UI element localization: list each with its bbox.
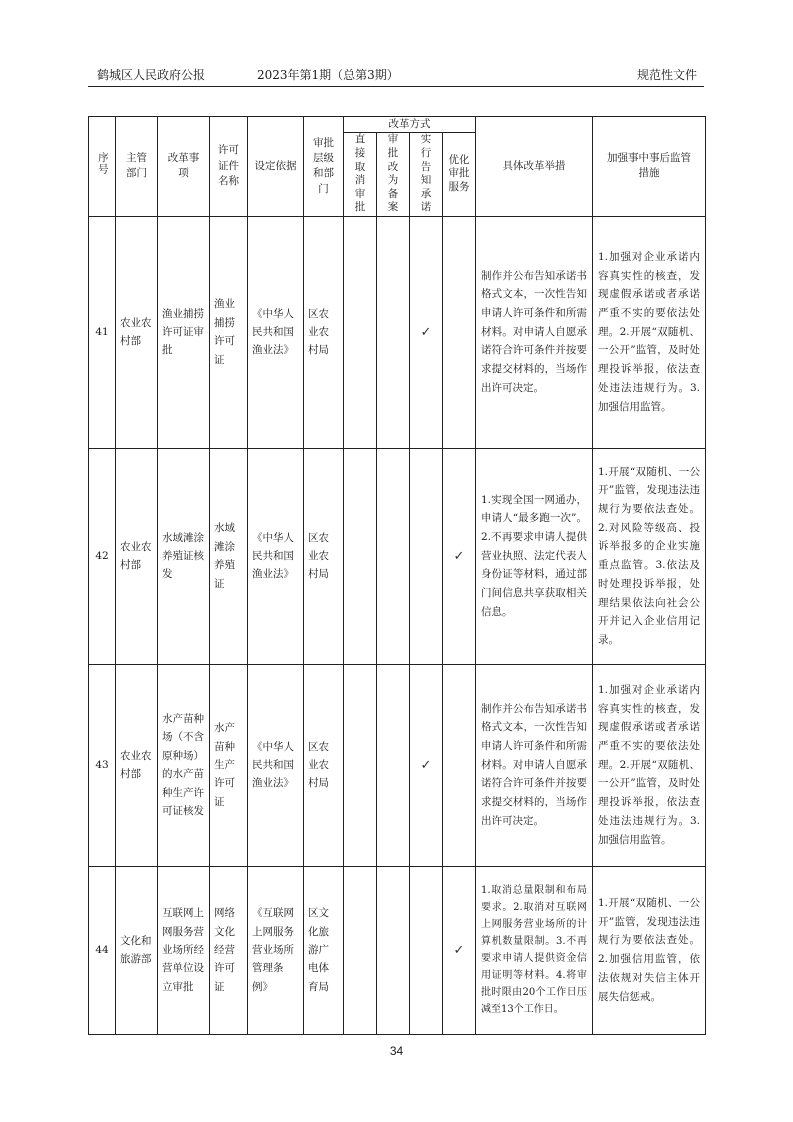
col-header-authority: 审批层级和部门 [304, 117, 344, 217]
row-optimize-mark [443, 664, 476, 866]
row-no: 42 [89, 448, 116, 664]
header-rule [88, 86, 704, 87]
row-measures: 制作并公布告知承诺书格式文本，一次性告知申请人许可条件和所需材料。对申请人自愿承诺符合许可条件并按要求提交材料的，当场作出许可决定。 [476, 664, 593, 866]
row-license: 网络文化经营许可证 [210, 866, 248, 1034]
row-no: 41 [89, 216, 116, 448]
row-filing-mark [377, 216, 410, 448]
row-dept: 农业农村部 [116, 216, 158, 448]
col-header-dept: 主管部门 [116, 117, 158, 217]
row-license: 水产苗种生产许可证 [210, 664, 248, 866]
col-header-measures: 具体改革举措 [476, 117, 593, 217]
row-basis: 《中华人民共和国渔业法》 [248, 448, 304, 664]
row-no: 44 [89, 866, 116, 1034]
table-row [89, 664, 706, 866]
row-supervision: 1.开展“双随机、一公开”监管，发现违法违规行为要依法查处。2.加强信用监管，依法依规对失信主体开展失信惩戒。 [593, 866, 706, 1034]
row-filing-mark [377, 664, 410, 866]
row-optimize-mark: ✓ [443, 448, 476, 664]
header-publication-title: 鹤城区人民政府公报 [97, 68, 206, 82]
row-dept: 农业农村部 [116, 664, 158, 866]
table-row [89, 448, 706, 664]
row-authority: 区文化旅游广电体育局 [304, 866, 344, 1034]
col-header-optimize: 优化审批服务 [443, 133, 476, 216]
col-header-cancel: 直接取消审批 [344, 133, 377, 216]
col-group-reform-mode: 改革方式 [344, 117, 476, 133]
row-measures: 1.实现全国一网通办，申请人“最多跑一次”。2.不再要求申请人提供营业执照、法定代表人身份证等材料，通过部门间信息共享获取相关信息。 [476, 448, 593, 664]
row-item: 互联网上网服务营业场所经营单位设立审批 [158, 866, 210, 1034]
row-promise-mark [410, 448, 443, 664]
col-header-license: 许可证件名称 [210, 117, 248, 217]
reform-table [88, 116, 706, 1035]
row-cancel-mark [344, 448, 377, 664]
row-cancel-mark [344, 664, 377, 866]
row-basis: 《中华人民共和国渔业法》 [248, 216, 304, 448]
col-header-item: 改革事项 [158, 117, 210, 217]
row-authority: 区农业农村局 [304, 216, 344, 448]
row-supervision: 1.加强对企业承诺内容真实性的核查，发现虚假承诺或者承诺严重不实的要依法处理。2.开展“双随机、一公开”监管，及时处理投诉举报，依法查处违法违规行为。3.加强信用监管。 [593, 216, 706, 448]
row-item: 水产苗种场（不含原种场）的水产苗种生产许可证核发 [158, 664, 210, 866]
row-cancel-mark [344, 866, 377, 1034]
row-authority: 区农业农村局 [304, 448, 344, 664]
row-authority: 区农业农村局 [304, 664, 344, 866]
row-dept: 文化和旅游部 [116, 866, 158, 1034]
page-header [97, 66, 697, 84]
row-basis: 《互联网上网服务营业场所管理条例》 [248, 866, 304, 1034]
page-number: 34 [389, 1044, 404, 1058]
row-basis: 《中华人民共和国渔业法》 [248, 664, 304, 866]
col-header-supervision: 加强事中事后监管措施 [593, 117, 706, 217]
table-row [89, 216, 706, 448]
row-measures: 1.取消总量限制和布局要求。2.取消对互联网上网服务营业场所的计算机数量限制。3.不再要求申请人提供资金信用证明等材料。4.将审批时限由20个工作日压减至13个工作日。 [476, 866, 593, 1034]
col-header-filing: 审批改为备案 [377, 133, 410, 216]
row-filing-mark [377, 866, 410, 1034]
table-row [89, 866, 706, 1034]
row-supervision: 1.开展“双随机、一公开”监管，发现违法违规行为要依法查处。2.对风险等级高、投诉举报多的企业实施重点监管。3.依法及时处理投诉举报，处理结果依法向社会公开并记入企业信用记录。 [593, 448, 706, 664]
col-header-no: 序号 [89, 117, 116, 217]
row-optimize-mark: ✓ [443, 866, 476, 1034]
col-header-promise: 实行告知承诺 [410, 133, 443, 216]
header-section: 规范性文件 [636, 68, 697, 82]
row-filing-mark [377, 448, 410, 664]
row-supervision: 1.加强对企业承诺内容真实性的核查，发现虚假承诺或者承诺严重不实的要依法处理。2.开展“双随机、一公开”监管，及时处理投诉举报，依法查处违法违规行为。3.加强信用监管。 [593, 664, 706, 866]
col-header-basis: 设定依据 [248, 117, 304, 217]
row-license: 水域滩涂养殖证 [210, 448, 248, 664]
row-promise-mark: ✓ [410, 664, 443, 866]
row-item: 渔业捕捞许可证审批 [158, 216, 210, 448]
row-promise-mark: ✓ [410, 216, 443, 448]
row-dept: 农业农村部 [116, 448, 158, 664]
row-promise-mark [410, 866, 443, 1034]
row-measures: 制作并公布告知承诺书格式文本，一次性告知申请人许可条件和所需材料。对申请人自愿承诺符合许可条件并按要求提交材料的，当场作出许可决定。 [476, 216, 593, 448]
row-no: 43 [89, 664, 116, 866]
row-cancel-mark [344, 216, 377, 448]
header-issue: 2023年第1期（总第3期） [257, 68, 399, 82]
row-optimize-mark [443, 216, 476, 448]
row-item: 水域滩涂养殖证核发 [158, 448, 210, 664]
row-license: 渔业捕捞许可证 [210, 216, 248, 448]
